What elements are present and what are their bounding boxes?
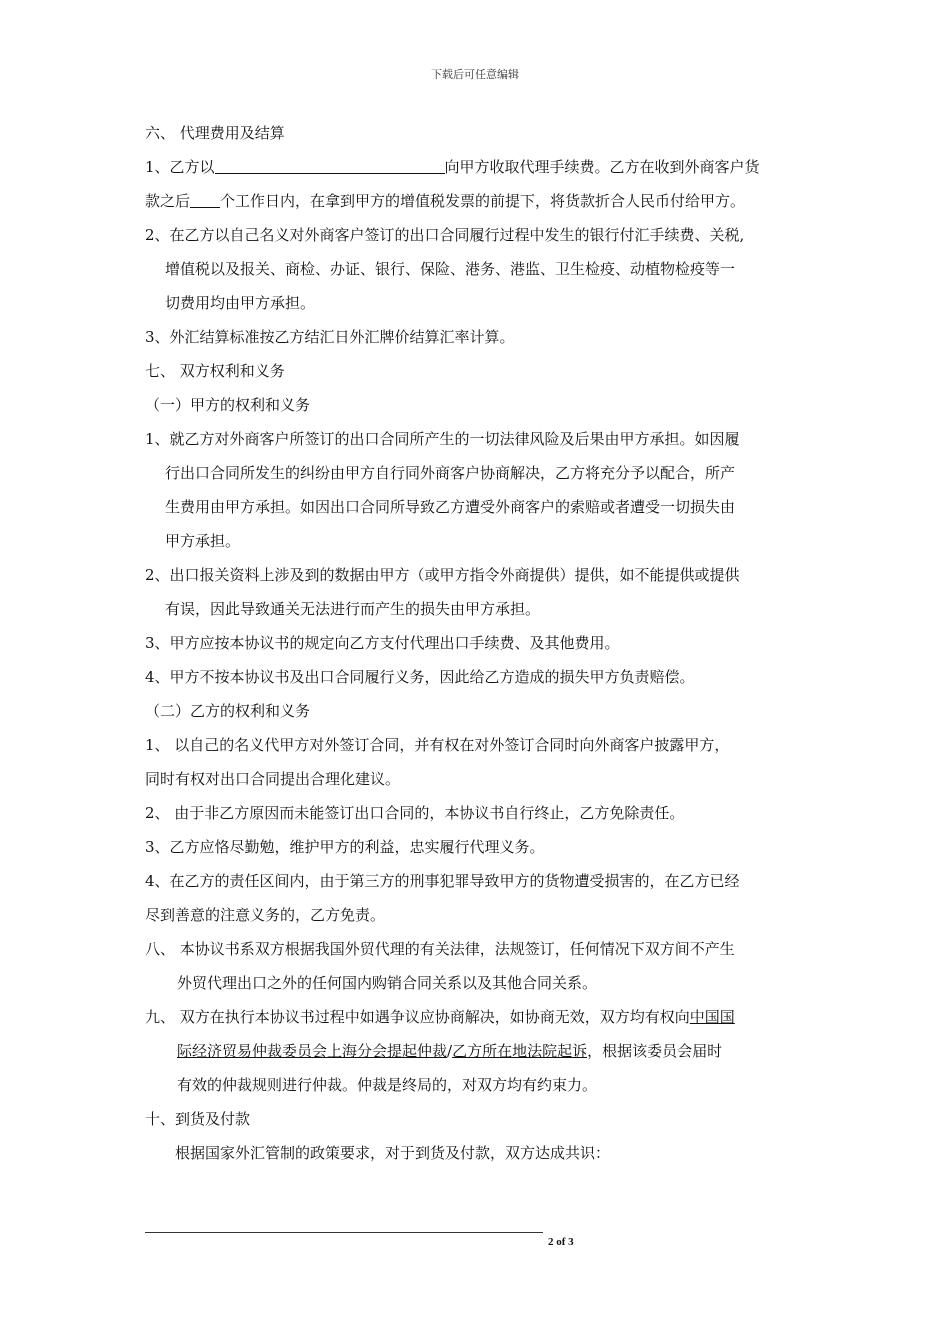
page-number: 2 of 3 bbox=[548, 1236, 574, 1248]
s7b-clause-2: 2、 由于非乙方原因而未能签订出口合同的，本协议书自行终止，乙方免除责任。 bbox=[145, 804, 685, 822]
s6-clause-2-line-1: 2、在乙方以自己名义对外商客户签订的出口合同履行过程中发生的银行付汇手续费、关税, bbox=[145, 226, 745, 244]
section-6-title: 六、 代理费用及结算 bbox=[145, 124, 285, 142]
section-8-line-1: 八、 本协议书系双方根据我国外贸代理的有关法律，法规签订，任何情况下双方间不产生 bbox=[145, 940, 735, 958]
s6-clause-2-line-2: 增值税以及报关、商检、办证、银行、保险、港务、港监、卫生检疫、动植物检疫等一 bbox=[165, 260, 736, 278]
section-9-line-2: 际经济贸易仲裁委员会上海分会提起仲裁/乙方所在地法院起诉，根据该委员会届时 bbox=[177, 1042, 723, 1060]
days-blank[interactable] bbox=[190, 189, 220, 208]
s7b-clause-4-line-1: 4、在乙方的责任区间内，由于第三方的刑事犯罪导致甲方的货物遭受损害的，在乙方已经 bbox=[145, 872, 740, 890]
s7b-clause-1-line-2: 同时有权对出口合同提出合理化建议。 bbox=[145, 770, 401, 788]
s6-clause-1-line-1: 1、乙方以 向甲方收取代理手续费。乙方在收到外商客户货 bbox=[145, 152, 815, 186]
s7a-clause-1-line-3: 生费用由甲方承担。如因出口合同所导致乙方遭受外商客户的索赔或者遭受一切损失由 bbox=[165, 498, 736, 516]
s7b-clause-4-line-2: 尽到善意的注意义务的，乙方免责。 bbox=[145, 906, 386, 924]
s7a-clause-1-line-1: 1、就乙方对外商客户所签订的出口合同所产生的一切法律风险及后果由甲方承担。如因履 bbox=[145, 430, 740, 448]
section-8-line-2: 外贸代理出口之外的任何国内购销合同关系以及其他合同关系。 bbox=[177, 974, 598, 992]
s7a-clause-3: 3、甲方应按本协议书的规定向乙方支付代理出口手续费、及其他费用。 bbox=[145, 634, 620, 652]
s6-clause-2-line-3: 切费用均由甲方承担。 bbox=[165, 294, 316, 312]
s7a-clause-2-line-2: 有误，因此导致通关无法进行而产生的损失由甲方承担。 bbox=[165, 600, 541, 618]
document-body bbox=[145, 118, 815, 1172]
s7a-clause-2-line-1: 2、出口报关资料上涉及到的数据由甲方（或甲方指令外商提供）提供，如不能提供或提供 bbox=[145, 566, 740, 584]
s7a-clause-1-line-4: 甲方承担。 bbox=[165, 532, 241, 550]
s7b-clause-1-line-1: 1、 以自己的名义代甲方对外签订合同，并有权在对外签订合同时向外商客户披露甲方， bbox=[145, 736, 730, 754]
section-10-title: 十、到货及付款 bbox=[145, 1110, 251, 1128]
footer-divider bbox=[145, 1232, 543, 1233]
court-option: 乙方所在地法院起诉 bbox=[452, 1042, 588, 1060]
s6-clause-1-line-2: 款之后 个工作日内，在拿到甲方的增值税发票的前提下，将货款折合人民币付给甲方。 bbox=[145, 186, 815, 220]
s7-subsection-2: （二）乙方的权利和义务 bbox=[145, 702, 311, 720]
arbitration-option-cont: 际经济贸易仲裁委员会上海分会提起仲裁 bbox=[177, 1042, 448, 1060]
fee-blank[interactable] bbox=[215, 155, 445, 174]
page-header: 下载后可任意编辑 bbox=[431, 68, 519, 81]
section-9-line-3: 有效的仲裁规则进行仲裁。仲裁是终局的，对双方均有约束力。 bbox=[177, 1076, 598, 1094]
s7a-clause-4: 4、甲方不按本协议书及出口合同履行义务，因此给乙方造成的损失甲方负责赔偿。 bbox=[145, 668, 695, 686]
section-7-title: 七、 双方权利和义务 bbox=[145, 362, 285, 380]
section-9-line-1: 九、 双方在执行本协议书过程中如遇争议应协商解决，如协商无效，双方均有权向中国国 bbox=[145, 1008, 735, 1026]
s6-clause-3: 3、外汇结算标准按乙方结汇日外汇牌价结算汇率计算。 bbox=[145, 328, 515, 346]
s7a-clause-1-line-2: 行出口合同所发生的纠纷由甲方自行同外商客户协商解决，乙方将充分予以配合，所产 bbox=[165, 464, 736, 482]
section-10-intro: 根据国家外汇管制的政策要求，对于到货及付款，双方达成共识： bbox=[175, 1144, 611, 1162]
s7b-clause-3: 3、乙方应恪尽勤勉，维护甲方的利益，忠实履行代理义务。 bbox=[145, 838, 545, 856]
s7-subsection-1: （一）甲方的权利和义务 bbox=[145, 396, 311, 414]
arbitration-option: 中国国 bbox=[689, 1008, 735, 1026]
